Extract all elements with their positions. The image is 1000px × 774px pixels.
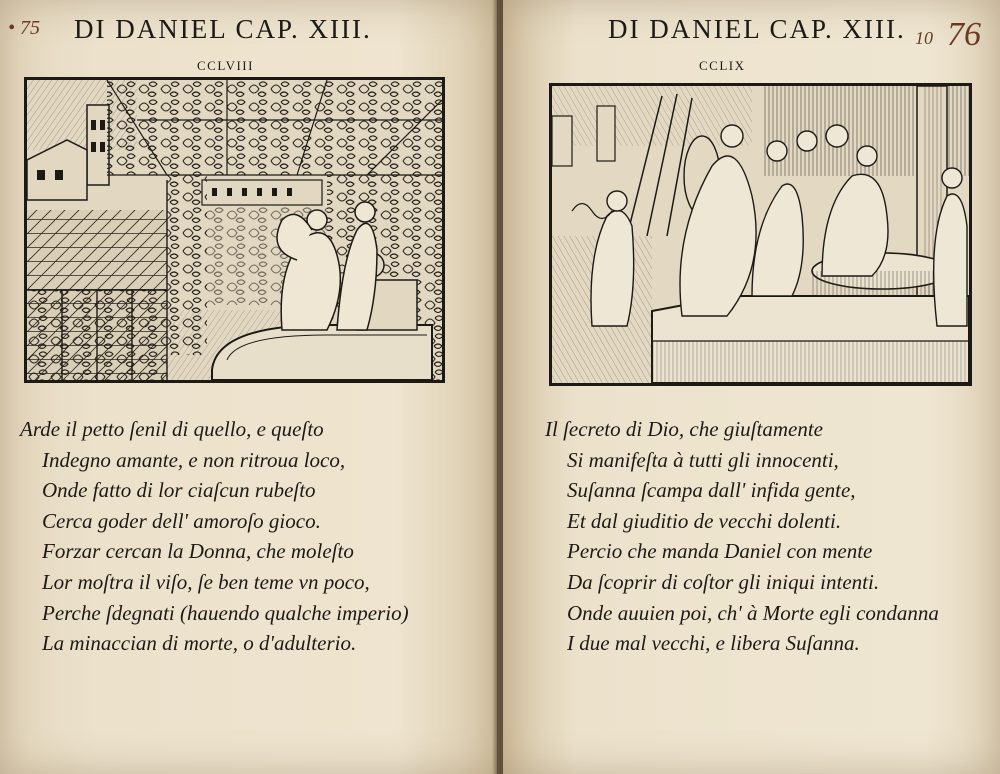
margin-pencil-number: 10 [915,28,933,48]
left-plate-number: CCLVIII [197,58,254,73]
right-plate-number: CCLIX [699,58,746,73]
verse-line: Perche ſdegnati (hauendo qualche imperio) [42,600,409,625]
woodcut-judgment-scene [549,83,972,386]
verse-line: Onde fatto di lor ciaſcun rubeſto [42,478,316,503]
garden-illustration [27,80,442,380]
margin-pencil-mark: • 75 [8,17,41,39]
verse-line: I due mal vecchi, e libera Suſanna. [567,631,860,656]
verse-line: Suſanna ſcampa dall' infida gente, [567,478,856,503]
verse-line: La minaccian di morte, o d'adulterio. [42,631,357,656]
right-page [503,0,1000,774]
verse-line: Arde il petto ſenil di quello, e queſto [20,417,324,441]
verse-line: Et dal giuditio de vecchi dolenti. [567,508,842,533]
verse-line: Lor moſtra il viſo, ſe ben teme vn poco, [42,569,370,594]
judgment-illustration [552,86,969,383]
woodcut-garden-bath-scene [24,77,445,383]
verse-line: Si manifeſta à tutti gli innocenti, [567,447,839,472]
left-running-head: DI DANIEL CAP. XIII. [74,14,372,44]
left-verse [20,414,480,659]
verse-line: Percio che manda Daniel con mente [567,539,873,564]
folio-number: 76 [947,16,981,53]
verse-line: Indegno amante, e non ritroua loco, [42,447,346,472]
verse-line: Cerca goder dell' amoroſo gioco. [42,508,321,533]
verse-line: Forzar cercan la Donna, che moleſto [42,539,354,564]
verse-line: Il ſecreto di Dio, che giuſtamente [545,417,823,441]
figures [277,202,377,330]
left-page [0,0,497,774]
verse-line: Da ſcoprir di coſtor gli iniqui intenti. [567,569,880,594]
tower [87,105,109,185]
right-running-head: DI DANIEL CAP. XIII. [608,14,906,44]
verse-line: Onde auuien poi, ch' à Morte egli condanna [567,600,939,625]
right-verse [545,414,985,659]
